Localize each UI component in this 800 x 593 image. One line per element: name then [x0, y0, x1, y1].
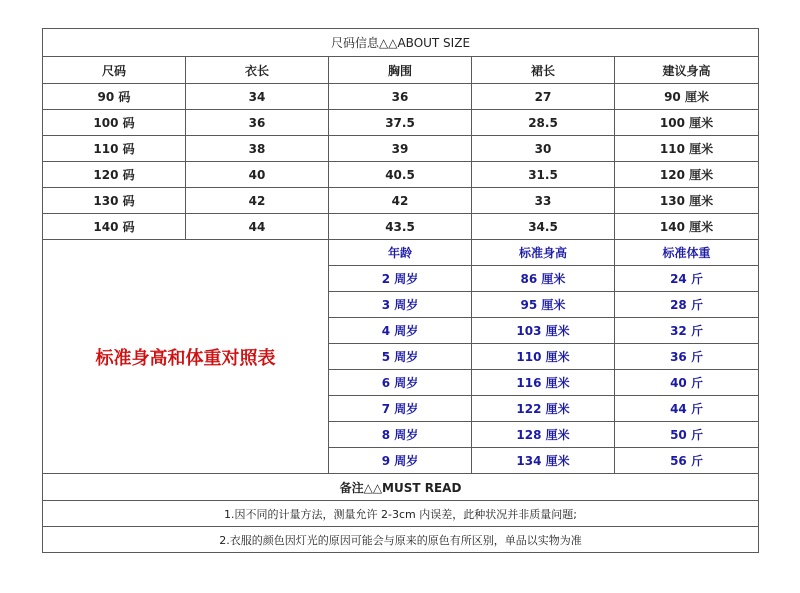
- reference-cell: 110 厘米: [472, 344, 615, 370]
- size-cell: 90 码: [43, 84, 186, 110]
- size-cell: 43.5: [329, 214, 472, 240]
- size-row: [43, 188, 759, 214]
- reference-cell: 128 厘米: [472, 422, 615, 448]
- reference-cell: 9 周岁: [329, 448, 472, 474]
- size-cell: 36: [329, 84, 472, 110]
- size-cell: 130 厘米: [615, 188, 759, 214]
- reference-cell: 40 斤: [615, 370, 759, 396]
- reference-cell: 44 斤: [615, 396, 759, 422]
- reference-cell: 103 厘米: [472, 318, 615, 344]
- reference-cell: 116 厘米: [472, 370, 615, 396]
- size-cell: 34: [186, 84, 329, 110]
- size-chart-table: [42, 28, 759, 553]
- reference-cell: 56 斤: [615, 448, 759, 474]
- note-row: [43, 501, 759, 527]
- size-cell: 110 厘米: [615, 136, 759, 162]
- size-cell: 39: [329, 136, 472, 162]
- size-cell: 37.5: [329, 110, 472, 136]
- size-cell: 100 码: [43, 110, 186, 136]
- size-cell: 27: [472, 84, 615, 110]
- reference-cell: 8 周岁: [329, 422, 472, 448]
- reference-cell: 122 厘米: [472, 396, 615, 422]
- size-row: [43, 110, 759, 136]
- size-cell: 28.5: [472, 110, 615, 136]
- size-cell: 140 厘米: [615, 214, 759, 240]
- reference-cell: 36 斤: [615, 344, 759, 370]
- size-cell: 42: [186, 188, 329, 214]
- reference-cell: 4 周岁: [329, 318, 472, 344]
- reference-cell: 32 斤: [615, 318, 759, 344]
- notes-title-row: [43, 474, 759, 501]
- reference-cell: 50 斤: [615, 422, 759, 448]
- size-cell: 110 码: [43, 136, 186, 162]
- header-skirt-length: 裙长: [472, 57, 615, 84]
- reference-header-row: [43, 240, 759, 266]
- size-cell: 100 厘米: [615, 110, 759, 136]
- header-row: [43, 57, 759, 84]
- reference-cell: 5 周岁: [329, 344, 472, 370]
- size-cell: 140 码: [43, 214, 186, 240]
- size-row: [43, 214, 759, 240]
- size-cell: 30: [472, 136, 615, 162]
- size-row: [43, 136, 759, 162]
- reference-label: 标准身高和体重对照表: [43, 240, 329, 474]
- size-cell: 33: [472, 188, 615, 214]
- size-cell: 130 码: [43, 188, 186, 214]
- table-title: 尺码信息△△ABOUT SIZE: [43, 29, 759, 57]
- size-cell: 36: [186, 110, 329, 136]
- size-cell: 120 厘米: [615, 162, 759, 188]
- size-row: [43, 84, 759, 110]
- reference-header-cell: 标准身高: [472, 240, 615, 266]
- header-chest: 胸围: [329, 57, 472, 84]
- note-text: 1.因不同的计量方法，测量允许 2-3cm 内误差，此种状况并非质量问题;: [43, 501, 759, 527]
- reference-header-cell: 标准体重: [615, 240, 759, 266]
- title-row: [43, 29, 759, 57]
- size-cell: 34.5: [472, 214, 615, 240]
- size-row: [43, 162, 759, 188]
- reference-cell: 7 周岁: [329, 396, 472, 422]
- header-size: 尺码: [43, 57, 186, 84]
- reference-cell: 134 厘米: [472, 448, 615, 474]
- size-cell: 40: [186, 162, 329, 188]
- notes-title: 备注△△MUST READ: [43, 474, 759, 501]
- header-length: 衣长: [186, 57, 329, 84]
- reference-cell: 86 厘米: [472, 266, 615, 292]
- size-cell: 38: [186, 136, 329, 162]
- size-cell: 120 码: [43, 162, 186, 188]
- reference-cell: 2 周岁: [329, 266, 472, 292]
- size-cell: 40.5: [329, 162, 472, 188]
- reference-cell: 28 斤: [615, 292, 759, 318]
- reference-cell: 3 周岁: [329, 292, 472, 318]
- note-text: 2.衣服的颜色因灯光的原因可能会与原来的原色有所区别，单品以实物为准: [43, 527, 759, 553]
- size-chart-body: [43, 29, 759, 553]
- size-cell: 42: [329, 188, 472, 214]
- note-row: [43, 527, 759, 553]
- size-cell: 44: [186, 214, 329, 240]
- reference-cell: 95 厘米: [472, 292, 615, 318]
- reference-header-cell: 年龄: [329, 240, 472, 266]
- reference-cell: 24 斤: [615, 266, 759, 292]
- size-cell: 31.5: [472, 162, 615, 188]
- header-suggested-height: 建议身高: [615, 57, 759, 84]
- size-cell: 90 厘米: [615, 84, 759, 110]
- reference-cell: 6 周岁: [329, 370, 472, 396]
